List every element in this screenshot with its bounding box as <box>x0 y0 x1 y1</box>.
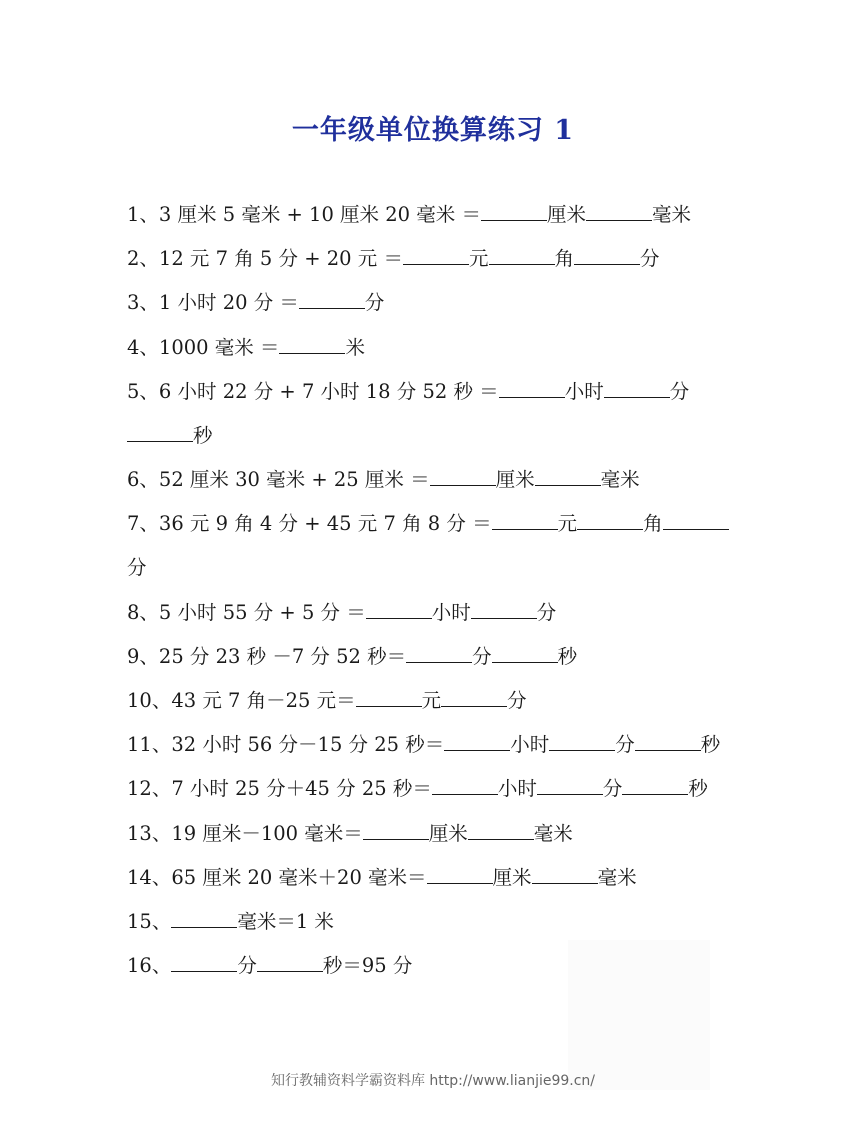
exercise-text: 6、52 厘米 30 毫米 + 25 厘米 ＝ <box>127 468 430 492</box>
exercise-line <box>127 198 747 242</box>
exercise-text: 厘米 <box>492 865 532 889</box>
answer-blank <box>489 242 555 265</box>
exercise-text: 秒 <box>700 733 721 757</box>
exercise-line <box>127 684 747 728</box>
exercise-text: 厘米 <box>495 468 535 492</box>
answer-blank <box>468 817 534 840</box>
exercise-line <box>127 242 747 286</box>
exercise-line <box>127 596 747 640</box>
answer-blank <box>279 331 345 354</box>
exercise-text: 小时 <box>497 777 537 801</box>
exercise-line <box>127 552 747 596</box>
answer-blank <box>537 772 603 795</box>
exercise-text: 毫米 <box>600 468 640 492</box>
answer-blank <box>299 286 365 309</box>
exercise-text: 秒 <box>688 777 708 801</box>
exercise-text: 分 <box>640 247 660 271</box>
exercise-line <box>127 728 747 772</box>
exercise-text: 13、19 厘米－100 毫米＝ <box>127 821 363 845</box>
answer-blank <box>171 905 237 928</box>
answer-blank <box>492 507 558 530</box>
answer-blank <box>574 242 640 265</box>
exercise-text: 分 <box>127 555 147 579</box>
exercise-line <box>127 375 747 419</box>
answer-blank <box>406 640 472 663</box>
exercise-list <box>127 198 747 993</box>
scan-artifact <box>568 940 710 1090</box>
answer-blank <box>427 861 493 884</box>
exercise-text: 秒 <box>557 644 578 668</box>
exercise-line <box>127 419 747 463</box>
answer-blank <box>549 728 615 751</box>
exercise-text: 1、3 厘米 5 毫米 + 10 厘米 20 毫米 ＝ <box>127 203 481 226</box>
exercise-line <box>127 331 747 375</box>
exercise-text: 角 <box>554 247 575 271</box>
exercise-text: 元 <box>557 512 578 536</box>
footer-watermark: 知行教辅资料学霸资料库 http://www.lianjie99.cn/ <box>270 1073 596 1089</box>
answer-blank <box>171 949 237 972</box>
exercise-text: 分 <box>602 777 623 801</box>
answer-blank <box>471 596 537 619</box>
answer-blank <box>532 861 598 884</box>
answer-blank <box>622 772 688 795</box>
exercise-text: 16、 <box>127 954 172 978</box>
answer-blank <box>366 596 432 619</box>
exercise-text: 米 <box>345 335 365 359</box>
exercise-line <box>127 507 747 551</box>
exercise-text: 10、43 元 7 角－25 元＝ <box>127 689 356 713</box>
answer-blank <box>257 949 323 972</box>
exercise-text: 毫米 <box>597 865 637 889</box>
exercise-text: 秒 <box>193 423 213 447</box>
answer-blank <box>586 198 652 221</box>
exercise-line <box>127 463 747 507</box>
exercise-text: 11、32 小时 56 分－15 分 25 秒＝ <box>127 733 445 757</box>
exercise-text: 分 <box>364 291 385 315</box>
exercise-text: 小时 <box>564 379 604 403</box>
answer-blank <box>403 242 469 265</box>
exercise-text: 8、5 小时 55 分 + 5 分 ＝ <box>127 600 366 624</box>
exercise-text: 角 <box>643 512 663 536</box>
exercise-text: 元 <box>468 247 489 271</box>
exercise-text: 2、12 元 7 角 5 分 + 20 元 ＝ <box>127 247 403 271</box>
answer-blank <box>481 198 547 221</box>
exercise-text: 毫米 <box>652 203 692 226</box>
answer-blank <box>499 375 565 398</box>
exercise-text: 分 <box>615 733 635 757</box>
exercise-text: 12、7 小时 25 分＋45 分 25 秒＝ <box>127 777 432 801</box>
exercise-text: 分 <box>507 689 527 713</box>
exercise-text: 厘米 <box>428 821 468 845</box>
answer-blank <box>604 375 670 398</box>
answer-blank <box>577 507 643 530</box>
exercise-text: 毫米＝1 米 <box>237 910 334 933</box>
exercise-line <box>127 861 747 905</box>
exercise-text: 小时 <box>510 733 550 757</box>
answer-blank <box>356 684 422 707</box>
exercise-text: 元 <box>421 689 442 713</box>
answer-blank <box>492 640 558 663</box>
exercise-text: 7、36 元 9 角 4 分 + 45 元 7 角 8 分 ＝ <box>127 512 492 536</box>
exercise-text: 分 <box>536 600 557 624</box>
answer-blank <box>363 817 429 840</box>
exercise-text: 9、25 分 23 秒 －7 分 52 秒＝ <box>127 644 407 668</box>
exercise-text: 分 <box>669 379 690 403</box>
answer-blank <box>635 728 701 751</box>
answer-blank <box>444 728 510 751</box>
exercise-text: 5、6 小时 22 分 + 7 小时 18 分 52 秒 ＝ <box>127 379 499 403</box>
exercise-text: 毫米 <box>533 821 573 845</box>
exercise-text: 小时 <box>431 600 471 624</box>
page-title: 一年级单位换算练习 1 <box>291 115 575 146</box>
exercise-text: 3、1 小时 20 分 ＝ <box>127 291 299 315</box>
exercise-line <box>127 286 747 330</box>
exercise-text: 分 <box>237 954 257 978</box>
exercise-line <box>127 772 747 816</box>
exercise-text: 秒＝95 分 <box>322 954 413 978</box>
answer-blank <box>441 684 507 707</box>
exercise-line <box>127 640 747 684</box>
exercise-text: 15、 <box>127 910 172 933</box>
exercise-text: 4、1000 毫米 ＝ <box>127 335 280 359</box>
answer-blank <box>430 463 496 486</box>
answer-blank <box>432 772 498 795</box>
answer-blank <box>535 463 601 486</box>
exercise-line <box>127 817 747 861</box>
exercise-text: 分 <box>472 644 492 668</box>
answer-blank <box>663 507 729 530</box>
exercise-text: 14、65 厘米 20 毫米＋20 毫米＝ <box>127 865 427 889</box>
exercise-text: 厘米 <box>546 203 586 226</box>
answer-blank <box>127 419 193 442</box>
